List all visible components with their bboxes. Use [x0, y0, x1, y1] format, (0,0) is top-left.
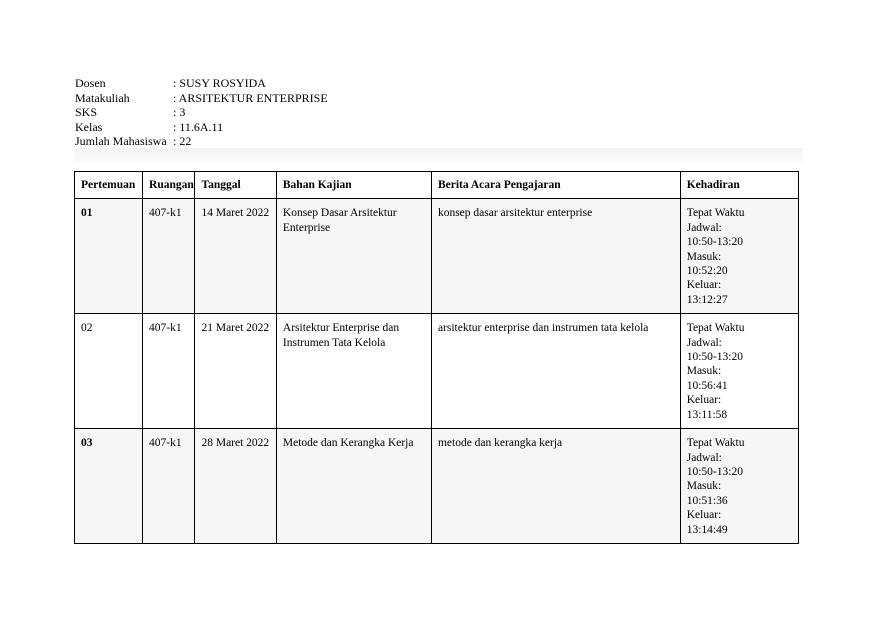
kehadiran-keluar-value: 13:14:49 — [686, 523, 728, 536]
info-value: : SUSY ROSYIDA — [173, 76, 266, 90]
cell-tanggal: 21 Maret 2022 — [195, 314, 276, 429]
cell-ruangan: 407-k1 — [143, 429, 195, 544]
kehadiran-jadwal-value: 10:50-13:20 — [686, 465, 743, 478]
cell-ruangan: 407-k1 — [143, 314, 195, 429]
kehadiran-keluar-value: 13:12:27 — [686, 293, 728, 306]
table-row — [75, 199, 799, 314]
kehadiran-masuk-label: Masuk: — [686, 480, 722, 493]
info-row-kelas — [75, 120, 328, 135]
info-label: Kelas — [75, 119, 103, 134]
kehadiran-jadwal-value: 10:50-13:20 — [686, 236, 743, 249]
cell-pertemuan: 03 — [75, 429, 143, 544]
info-value: : 22 — [173, 134, 192, 149]
info-row-matakuliah — [75, 91, 328, 106]
kehadiran-masuk-label: Masuk: — [686, 250, 722, 263]
cell-bahan-kajian: Arsitektur Enterprise dan Instrumen Tata Kelola — [276, 314, 431, 429]
info-row-sks — [75, 105, 328, 120]
separator-bar — [75, 148, 803, 162]
header-pertemuan: Pertemuan — [75, 172, 143, 199]
kehadiran-status: Tepat Waktu — [686, 207, 745, 220]
cell-tanggal: 28 Maret 2022 — [195, 429, 276, 544]
kehadiran-keluar-label: Keluar: — [686, 509, 722, 522]
info-value: : 3 — [173, 105, 186, 120]
kehadiran-keluar-value: 13:11:58 — [686, 408, 728, 421]
header-tanggal: Tanggal — [195, 172, 276, 199]
info-row-jumlah-mahasiswa — [75, 134, 328, 149]
kehadiran-masuk-value: 10:52:20 — [686, 265, 728, 278]
kehadiran-jadwal-value: 10:50-13:20 — [686, 351, 743, 364]
header-ruangan: Ruangan — [143, 172, 195, 199]
table-header-row — [75, 172, 799, 199]
kehadiran-masuk-value: 10:56:41 — [686, 379, 728, 392]
attendance-table — [74, 171, 799, 544]
cell-bahan-kajian: Metode dan Kerangka Kerja — [276, 429, 431, 544]
table-row — [75, 314, 799, 429]
kehadiran-status: Tepat Waktu — [686, 437, 745, 450]
cell-bahan-kajian: Konsep Dasar Arsitektur Enterprise — [276, 199, 431, 314]
cell-kehadiran — [680, 314, 798, 429]
cell-ruangan: 407-k1 — [143, 199, 195, 314]
kehadiran-jadwal-label: Jadwal: — [686, 451, 722, 464]
course-info — [75, 76, 328, 149]
kehadiran-masuk-value: 10:51:36 — [686, 494, 728, 507]
header-bahan-kajian: Bahan Kajian — [276, 172, 431, 199]
kehadiran-keluar-label: Keluar: — [686, 279, 722, 292]
cell-berita-acara: konsep dasar arsitektur enterprise — [431, 199, 680, 314]
info-label: SKS — [75, 105, 98, 120]
info-row-dosen — [75, 76, 328, 91]
kehadiran-status: Tepat Waktu — [686, 322, 745, 335]
kehadiran-keluar-label: Keluar: — [686, 394, 722, 407]
info-label: Jumlah Mahasiswa — [75, 134, 167, 149]
cell-tanggal: 14 Maret 2022 — [195, 199, 276, 314]
info-value: : ARSITEKTUR ENTERPRISE — [173, 90, 328, 105]
kehadiran-jadwal-label: Jadwal: — [686, 336, 722, 349]
table-row — [75, 429, 799, 544]
info-label: Dosen — [75, 76, 106, 90]
cell-berita-acara: metode dan kerangka kerja — [431, 429, 680, 544]
cell-kehadiran — [680, 429, 798, 544]
kehadiran-masuk-label: Masuk: — [686, 365, 722, 378]
cell-pertemuan: 01 — [75, 199, 143, 314]
info-value: : 11.6A.11 — [173, 119, 224, 134]
info-label: Matakuliah — [75, 90, 130, 105]
kehadiran-jadwal-label: Jadwal: — [686, 221, 722, 234]
header-kehadiran: Kehadiran — [680, 172, 798, 199]
cell-berita-acara: arsitektur enterprise dan instrumen tata kelola — [431, 314, 680, 429]
header-berita-acara: Berita Acara Pengajaran — [431, 172, 680, 199]
cell-pertemuan: 02 — [75, 314, 143, 429]
cell-kehadiran — [680, 199, 798, 314]
